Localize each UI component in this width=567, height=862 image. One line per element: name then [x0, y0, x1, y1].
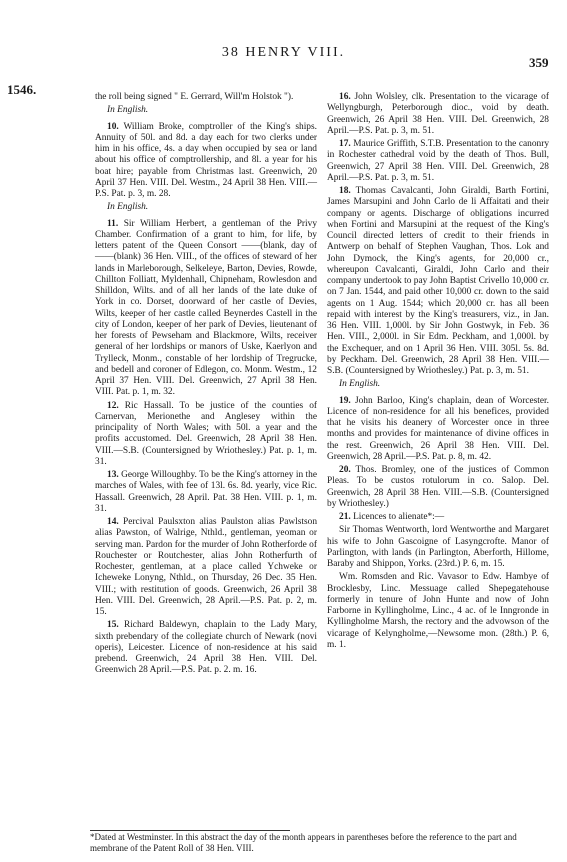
entry-paragraph	[327, 92, 549, 137]
footnote-rule	[90, 830, 290, 831]
right-column	[327, 92, 549, 653]
entry-number: 18.	[339, 186, 351, 196]
year-label: 1546.	[7, 82, 37, 97]
entry-number: 19.	[339, 395, 351, 406]
entry-number: 20.	[339, 465, 351, 475]
entry-text: the roll being signed " E. Gerrard, Will'm Holstok ").	[95, 92, 294, 102]
entry-text: Sir Thomas Wentworth, lord Wentworthe and Margaret his wife to John Gascoigne of Lasyngcrofte. Manor of Parlington, with lands (in Parlington, Aberforth, Hillome, Baraby and Shippon, Yorks. (23rd.) P. 6, m. 15.	[327, 525, 549, 569]
page-number: 359	[529, 55, 549, 70]
entry-text: John Wolsley, clk. Presentation to the vicarage of Wellyngburgh, Peterborough dioc., void by death. Greenwich, 26 April 38 Hen. VIII. Del. Greenwich, 28 April.—P.S. Pat. p. 3, m. 51.	[327, 92, 549, 136]
entry-text: William Broke, comptroller of the King's ships. Annuity of 50l. and 8d. a day each for two clerks under him in his office, 4s. a day when occupied by sea or land about his office of comptrollership, and 8l. a year for his boat hire; payable from Christmas last. Greenwich, 20 April 37 Hen. VIII. Del. Westm., 24 April 38 Hen. VIII.—P.S. Pat. p. 3, m. 28.	[95, 121, 317, 199]
entry-text: Licences to alienate*:—	[353, 512, 445, 522]
entry-paragraph	[327, 139, 549, 184]
language-note: In English.	[107, 202, 149, 213]
entry-paragraph	[95, 219, 317, 399]
entry-number: 13.	[107, 470, 119, 480]
entry-text: Ric Hassall. To be justice of the counties of Carnervan, Merionethe and Anglesey within the principality of North Wales; with 50l. a year and the profits accustomed. Del. Greenwich, 28 April 38 Hen. VIII.—S.B. (Countersigned by Wriothesley.) Pat. p. 1, m. 31.	[95, 400, 318, 467]
entry-paragraph	[95, 92, 317, 103]
entry-number: 21.	[339, 512, 351, 522]
entry-number: 11.	[107, 218, 119, 229]
entry-number: 16.	[339, 92, 351, 102]
entry-paragraph	[327, 186, 549, 377]
entry-paragraph	[327, 465, 549, 510]
entry-text: Percival Paulsxton alias Paulston alias Pawlstson alias Pawston, of Walrige, Nthld., gentleman, yeoman or serving man. Pardon for the murder of John Rotherforde of Rouchester or Routchester, alias John Rotherfurth of Rochester, gentleman, at a place called Ychweke or Icheweke Lonyng, Nthld., on Thursday, 26 Dec. 35 Hen. VIII.; with restitution of goods. Greenwich, 26 April 38 Hen. VIII. Del. Greenwich, 28 April.—P.S. Pat. p. 2, m. 15.	[95, 517, 318, 617]
entry-text: Wm. Romsden and Ric. Vavasor to Edw. Hambye of Brocklesby, Linc. Messuage called Shepegatehouse formerly in tenure of John Hunte and now of John Farborne in Kyllingholme, Linc., 4 ac. of le Inngronde in Kyllingholme Marsh, the rectory and the advowson of the vicarage of Kelyngholme,—Newsome mon. (28th.) P. 6, m. 1.	[327, 572, 549, 650]
entry-text: Richard Baldewyn, chaplain to the Lady Mary, sixth prebendary of the collegiate church of Newark (novi operis), Leicester. Licence of non-residence at his said prebend. Greenwich, 24 April 38 Hen. VIII. Del. Greenwich 28 April.—P.S. Pat. p. 2. m. 16.	[95, 620, 318, 676]
left-column	[95, 92, 317, 679]
entry-text: Thos. Bromley, one of the justices of Common Pleas. To be custos rotulorum in co. Salop. Del. Greenwich, 28 April 38 Hen. VIII.—S.B. (Countersigned by Wriothesley.)	[327, 465, 549, 509]
entry-text: John Barloo, King's chaplain, dean of Worcester. Licence of non-residence for all his benefices, provided that he visits his deanery of Worcester once in three months and provides for maintenance of divine offices in the rest. Greenwich, 26 April 38 Hen. VIII. Del. Greenwich, 28 April.—P.S. Pat. p. 8, m. 42.	[327, 395, 550, 462]
entry-number: 15.	[107, 620, 119, 631]
entry-number: 17.	[339, 139, 351, 149]
entry-number: 14.	[107, 517, 119, 527]
entry-text: Thomas Cavalcanti, John Giraldi, Barth Fortini, James Marsupini and John Carlo de li Affaitati and their company or agents. Discharge of obligations incurred when Fortini and Marsupini at the request of the King's Council directed letters of credit to their friends in Antwerp on behalf of Stephen Vaughan, Thos. Lok and John Dymock, the King's agents, for 20,000 cr., whereupon Cavalcanti, Giraldi, John Carlo and their company undertook to pay John Baptist Crivello 10,000 cr. on 7 Jan. 1544, and paid other 10,000 cr. down to the said agents on 1 Aug. 1544; which 20,000 cr. has all been repaid with interest by the King's treasurers, viz., in Jan. 36 Hen. VIII. 1,000l. by Sir John Gostwyk, in Feb. 36 Hen. VIII., 2,000l. in Sir Edm. Peckham, and 1,000l. by the Exchequer, and on 1 April 36 Hen. VIII. 305l. 5s. 8d. by Peckham. Del. Greenwich, 28 April 38 Hen. VIII.—S.B. (Countersigned by Wriothesley.) Pat. p. 3, m. 51.	[327, 186, 549, 376]
entry-paragraph	[95, 620, 317, 676]
entry-paragraph	[327, 396, 549, 464]
language-note: In English.	[107, 105, 149, 116]
entry-number: 12.	[107, 400, 119, 411]
running-title: 38 HENRY VIII.	[221, 45, 346, 60]
entry-paragraph	[95, 470, 317, 515]
entry-paragraph	[95, 122, 317, 201]
language-note: In English.	[339, 379, 381, 390]
entry-text: Sir William Herbert, a gentleman of the Privy Chamber. Confirmation of a grant to him, for life, by letters patent of the Queen Consort ——(blank, day of ——(blank) 36 Hen. VIII., of the offices of steward of her lands in Marleborough, Selkeleye, Barton, Devies, Rowde, Chillton Folliatt, Myldenhall, Chipneham, Rowlesdon and Shilldon, Wilts. and of all her lands of the late duke of York in co. Dorset, doorward of her castle of Devies, Wilts, keeper of her castle called Beynerdes Castell in the city of London, keeper of her park of Devies, lieutenant of her forests of Pewseham and Blackmore, Wilts, receiver general of her lordships or manors of Uske, Kaerlyon and Trylleck, Monm., constable of her lordship of Tregrucke, and bedell and coroner of Edlegon, co. Monm. Westm., 12 April 37 Hen. VIII. Del. Greenwich, 27 April 38 Hen. VIII. Pat. p. 1, m. 32.	[95, 218, 318, 398]
footnote: *Dated at Westminster. In this abstract the day of the month appears in parentheses before the reference to the part and membrane of the Patent Roll of 38 Hen. VIII.	[90, 832, 517, 853]
entry-text: George Willoughby. To be the King's attorney in the marches of Wales, with fee of 13l. 6s. 8d. yearly, vice Ric. Hassall. Greenwich, 28 April. Pat. 38 Hen. VIII. p. 1, m. 31.	[95, 470, 318, 514]
entry-paragraph	[327, 512, 549, 523]
entry-paragraph	[95, 401, 317, 469]
entry-paragraph	[327, 572, 549, 651]
entry-paragraph	[95, 517, 317, 618]
entry-text: Maurice Griffith, S.T.B. Presentation to the canonry in Rochester cathedral void by the death of Thos. Bull, Greenwich, 27 April 38 Hen. VIII. Del. Greenwich, 28 April.—P.S. Pat. p. 3, m. 51.	[327, 139, 550, 183]
entry-number: 10.	[107, 121, 119, 132]
entry-paragraph	[327, 525, 549, 570]
